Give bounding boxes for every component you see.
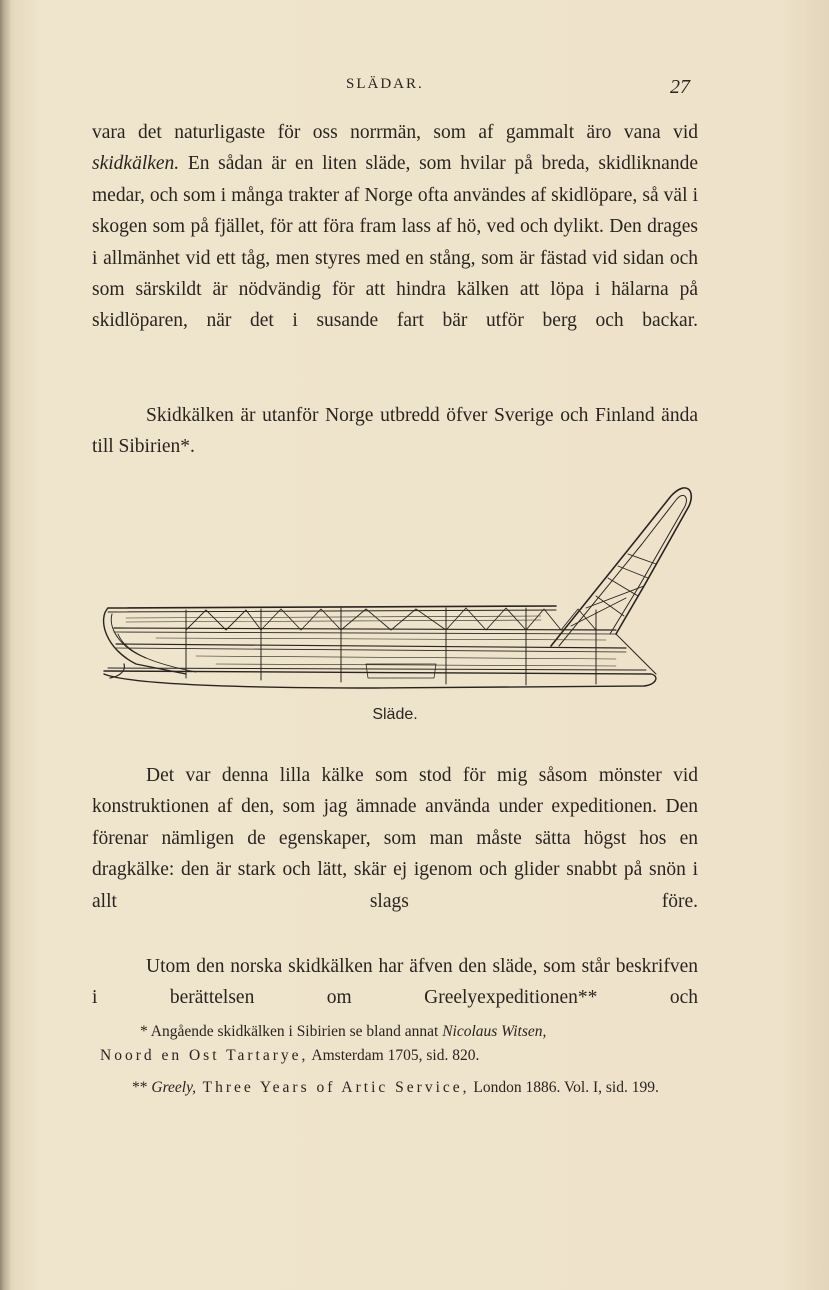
running-head bbox=[92, 76, 698, 102]
footnote-2-author: Greely, bbox=[147, 1079, 196, 1096]
page-number: 27 bbox=[670, 76, 690, 98]
footnote-1-text-a: Angående skidkälken i Sibirien se bland annat bbox=[147, 1023, 443, 1040]
footnote-1-text-b: Amsterdam 1705, sid. 820. bbox=[308, 1047, 480, 1064]
paragraph-1-italic: skidkälken. bbox=[92, 153, 180, 175]
footnote-1 bbox=[100, 1020, 698, 1068]
footnote-2 bbox=[100, 1076, 698, 1100]
paragraph-1-text-b: En sådan är en liten släde, som hvilar på breda, skidliknande medar, och som i många trakter af Norge ofta användes af skidlöpare, så väl i skogen som på fjället, för att föra fram lass af hö, ved och dylikt. Den drages i allmänhet vid ett tåg, men styres med en stång, som är fästad vid sidan och som särskildt är nödvändig för att hindra kälken att löpa i hälarna på skidlöparen, när det i susande fart bär utför berg och backar. bbox=[92, 153, 698, 332]
sled-illustration-icon bbox=[96, 478, 696, 694]
footnotes bbox=[100, 1020, 698, 1100]
running-title: SLÄDAR. bbox=[346, 76, 424, 92]
paragraph-2: Skidkälken är utanför Norge utbredd öfver Sverige och Finland ända till Sibirien*. bbox=[92, 405, 698, 458]
footnote-1-marker: * bbox=[140, 1023, 148, 1040]
page-binding-edge bbox=[0, 0, 10, 1290]
paragraph-1-text-a: vara det naturligaste för oss norrmän, som af gammalt äro vana vid bbox=[92, 122, 698, 143]
paragraph-4: Utom den norska skidkälken har äfven den släde, som står beskrifven i berättelsen om Greelyexpeditionen** och bbox=[92, 956, 698, 1009]
footnote-2-marker: ** bbox=[132, 1079, 148, 1096]
footnote-1-title: Noord en Ost Tartarye, bbox=[100, 1047, 309, 1064]
figure-caption: Släde. bbox=[372, 706, 418, 723]
paragraph-3: Det var denna lilla kälke som stod för mig såsom mönster vid konstruktionen af den, som jag ämnade använda under expeditionen. Den förenar nämligen de egenskaper, som man måste sätta högst hos en dragkälke: den är stark och lätt, skär ej igenom och glider snabbt på snön i allt slags före. bbox=[92, 765, 698, 912]
paragraph-1 bbox=[92, 117, 698, 337]
footnote-2-text-b: London 1886. Vol. I, sid. 199. bbox=[469, 1079, 659, 1096]
footnote-2-title: Three Years of Artic Service, bbox=[196, 1079, 470, 1096]
footnote-1-author: Nicolaus Witsen, bbox=[442, 1023, 547, 1040]
